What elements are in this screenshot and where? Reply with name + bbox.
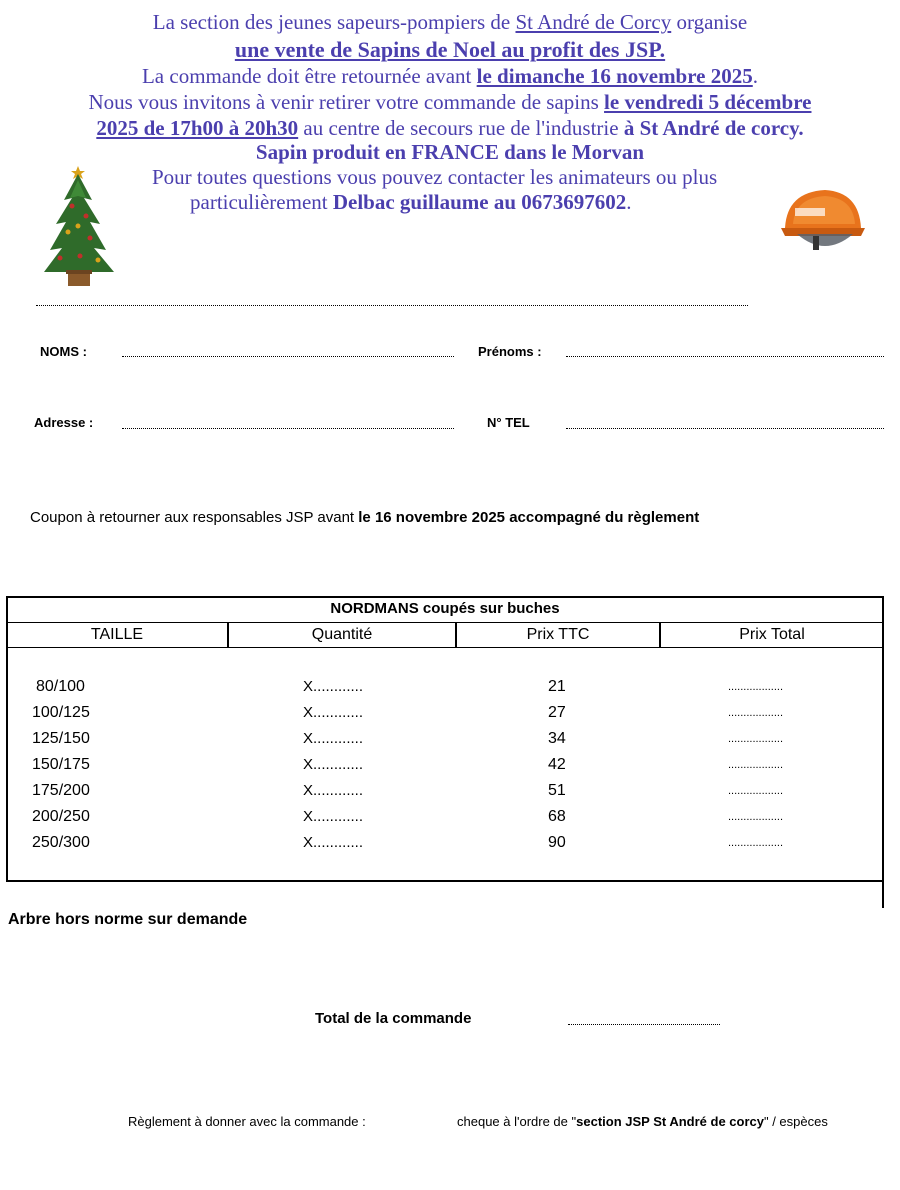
header-taille: TAILLE [6, 622, 228, 648]
table-edge [882, 882, 884, 908]
table-title: NORDMANS coupés sur buches [330, 600, 560, 617]
adresse-field[interactable] [122, 428, 454, 429]
firefighter-helmet-icon [775, 184, 867, 260]
adresse-label: Adresse : [34, 415, 94, 430]
hors-norme-text: Arbre hors norme sur demande [8, 911, 248, 928]
header-text: particulièrement [190, 190, 333, 214]
header-text: Nous vous invitons à venir retirer votre commande de sapins [88, 90, 605, 114]
header-text: organise [671, 10, 748, 34]
prenoms-field[interactable] [566, 356, 884, 357]
header-text: à St André de corcy. [623, 116, 804, 140]
row-prix: 21 [548, 678, 566, 695]
row-total-field[interactable]: .................. [728, 811, 784, 823]
row-prix: 68 [548, 808, 566, 825]
total-field[interactable] [568, 1024, 720, 1025]
header-pickup-date: le vendredi 5 décembre [604, 90, 812, 114]
cheque-text-a: cheque à l'ordre de " [457, 1114, 577, 1129]
header-deadline: le dimanche 16 novembre 2025 [476, 64, 753, 88]
row-quantity-field[interactable]: X............ [303, 808, 364, 825]
row-quantity-field[interactable]: X............ [303, 756, 364, 773]
row-total-field[interactable]: .................. [728, 733, 784, 745]
row-prix: 51 [548, 782, 566, 799]
row-total-field[interactable]: .................. [728, 681, 784, 693]
row-quantity-field[interactable]: X............ [303, 704, 364, 721]
row-total-field[interactable]: .................. [728, 707, 784, 719]
cheque-recipient: section JSP St André de corcy [576, 1114, 764, 1129]
cheque-text [457, 1114, 828, 1129]
reglement-label: Règlement à donner avec la commande : [128, 1114, 366, 1129]
row-prix: 42 [548, 756, 566, 773]
noms-field[interactable] [122, 356, 454, 357]
row-taille: 150/175 [32, 756, 90, 773]
coupon-text-a: Coupon à retourner aux responsables JSP avant [30, 509, 359, 526]
header-line-4 [0, 90, 900, 114]
row-total-field[interactable]: .................. [728, 837, 784, 849]
header-prix-total: Prix Total [660, 622, 884, 648]
christmas-tree-icon [40, 160, 118, 290]
header-text: au centre de secours rue de l'industrie [298, 116, 624, 140]
row-taille: 175/200 [32, 782, 90, 799]
separator-line [36, 305, 748, 306]
header-text: . [626, 190, 632, 214]
header-text: . [752, 64, 759, 88]
header-quantite: Quantité [228, 622, 456, 648]
row-taille: 100/125 [32, 704, 90, 721]
header-contact-line-2 [190, 190, 632, 215]
row-quantity-field[interactable]: X............ [303, 678, 364, 695]
header-line-3 [0, 64, 900, 88]
row-quantity-field[interactable]: X............ [303, 730, 364, 747]
header-sale-title: une vente de Sapins de Noel au profit des JSP. [234, 37, 666, 62]
row-quantity-field[interactable]: X............ [303, 782, 364, 799]
row-prix: 90 [548, 834, 566, 851]
row-taille: 200/250 [32, 808, 90, 825]
coupon-text-b: le 16 novembre 2025 accompagné du règlement [358, 509, 700, 526]
total-label: Total de la commande [315, 1010, 472, 1027]
cheque-text-c: " / espèces [763, 1114, 828, 1129]
row-taille: 80/100 [36, 678, 85, 695]
row-quantity-field[interactable]: X............ [303, 834, 364, 851]
row-total-field[interactable]: .................. [728, 785, 784, 797]
tel-label: N° TEL [487, 415, 530, 430]
row-taille: 250/300 [32, 834, 90, 851]
prenoms-label: Prénoms : [478, 344, 542, 359]
header-contact-name: Delbac guillaume au 0673697602 [332, 190, 627, 214]
header-town: St André de Corcy [515, 10, 672, 34]
header-origin: Sapin produit en FRANCE dans le Morvan [255, 140, 645, 164]
header-prix-ttc: Prix TTC [456, 622, 660, 648]
header-text: La section des jeunes sapeurs-pompiers de [152, 10, 516, 34]
row-total-field[interactable]: .................. [728, 759, 784, 771]
row-prix: 34 [548, 730, 566, 747]
row-prix: 27 [548, 704, 566, 721]
header-line-5 [0, 116, 900, 140]
header-line-1 [0, 10, 900, 34]
row-taille: 125/150 [32, 730, 90, 747]
header-contact-line: Pour toutes questions vous pouvez contacter les animateurs ou plus [152, 165, 718, 189]
tel-field[interactable] [566, 428, 884, 429]
header-pickup-time: 2025 de 17h00 à 20h30 [96, 116, 299, 140]
noms-label: NOMS : [40, 344, 87, 359]
header-text: La commande doit être retournée avant [141, 64, 477, 88]
coupon-text [30, 509, 699, 526]
